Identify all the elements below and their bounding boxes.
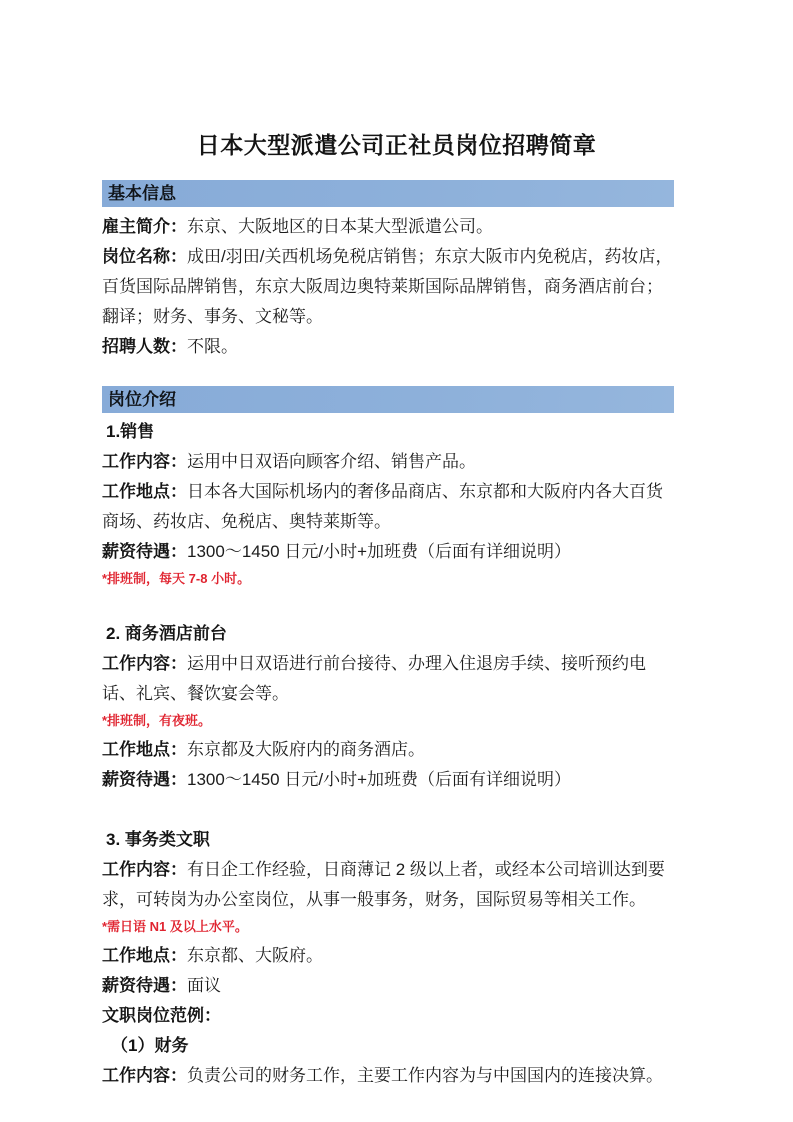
job2-field-salary: [102, 765, 674, 795]
job2-content-value: 运用中日双语进行前台接待、办理入住退房手续、接听预约电话、礼宾、餐饮宴会等。: [102, 654, 646, 703]
job2-field-content: [102, 649, 674, 709]
field-employer-value: 东京、大阪地区的日本某大型派遣公司。: [187, 217, 493, 236]
job3-field-content: [102, 855, 674, 915]
job1-location-value: 日本各大国际机场内的奢侈品商店、东京都和大阪府内各大百货商场、药妆店、免税店、奥特莱斯等。: [102, 482, 663, 531]
example-finance-content-label: 工作内容：: [102, 1066, 187, 1085]
job3-content-value: 有日企工作经验，日商薄记 2 级以上者，或经本公司培训达到要求，可转岗为办公室岗位，从事一般事务，财务，国际贸易等相关工作。: [102, 860, 665, 909]
field-position-names: [102, 242, 674, 332]
field-position-names-value: 成田/羽田/关西机场免税店销售；东京大阪市内免税店，药妆店，百货国际品牌销售，东京大阪周边奥特莱斯国际品牌销售，商务酒店前台；翻译；财务、事务、文秘等。: [102, 247, 673, 326]
clerical-example-finance-title: （1）财务: [111, 1036, 189, 1055]
example-finance-content-value: 负责公司的财务工作，主要工作内容为与中国国内的连接决算。: [187, 1066, 663, 1085]
job2-salary-label: 薪资待遇：: [102, 770, 187, 789]
job1-field-salary: [102, 537, 674, 567]
field-position-names-label: 岗位名称：: [102, 247, 187, 266]
basic-info-fields: [102, 212, 674, 362]
document-content: [102, 180, 674, 1091]
job-title-office-clerical: 3. 事务类文职: [106, 830, 210, 849]
job2-field-location: [102, 735, 674, 765]
job1-field-content: [102, 447, 674, 477]
job3-location-value: 东京都、大阪府。: [187, 946, 323, 965]
page-title: 日本大型派遣公司正社员岗位招聘简章: [196, 132, 597, 158]
job3-field-location: [102, 941, 674, 971]
job1-content-value: 运用中日双语向顾客介绍、销售产品。: [187, 452, 476, 471]
job1-note-shift: *排班制，每天 7-8 小时。: [102, 571, 251, 586]
job-block-hotel-front-desk: [102, 619, 674, 795]
field-employer: [102, 212, 674, 242]
field-headcount-label: 招聘人数：: [102, 337, 187, 356]
job-block-office-clerical: [102, 825, 674, 1091]
job-title-hotel-front-desk: 2. 商务酒店前台: [106, 624, 227, 643]
job1-content-label: 工作内容：: [102, 452, 187, 471]
section-header-job-intro: 岗位介绍: [102, 386, 674, 413]
job2-content-label: 工作内容：: [102, 654, 187, 673]
field-headcount: [102, 332, 674, 362]
clerical-examples-heading: 文职岗位范例：: [102, 1006, 221, 1025]
job2-location-label: 工作地点：: [102, 740, 187, 759]
job2-location-value: 东京都及大阪府内的商务酒店。: [187, 740, 425, 759]
section-header-basic-info: 基本信息: [102, 180, 674, 207]
field-headcount-value: 不限。: [187, 337, 238, 356]
job-block-sales: [102, 417, 674, 589]
job2-salary-value: 1300～1450 日元/小时+加班费（后面有详细说明）: [187, 770, 572, 789]
job1-salary-label: 薪资待遇：: [102, 542, 187, 561]
job1-location-label: 工作地点：: [102, 482, 187, 501]
job3-location-label: 工作地点：: [102, 946, 187, 965]
job3-salary-value: 面议: [187, 976, 221, 995]
job1-field-location: [102, 477, 674, 537]
job-title-sales: 1.销售: [106, 422, 155, 441]
job3-note-japanese-level: *需日语 N1 及以上水平。: [102, 919, 248, 934]
field-employer-label: 雇主简介：: [102, 217, 187, 236]
job3-salary-label: 薪资待遇：: [102, 976, 187, 995]
job2-note-shift: *排班制，有夜班。: [102, 713, 212, 728]
job1-salary-value: 1300～1450 日元/小时+加班费（后面有详细说明）: [187, 542, 572, 561]
job3-field-salary: [102, 971, 674, 1001]
example-finance-field-content: [102, 1061, 674, 1091]
job3-content-label: 工作内容：: [102, 860, 187, 879]
